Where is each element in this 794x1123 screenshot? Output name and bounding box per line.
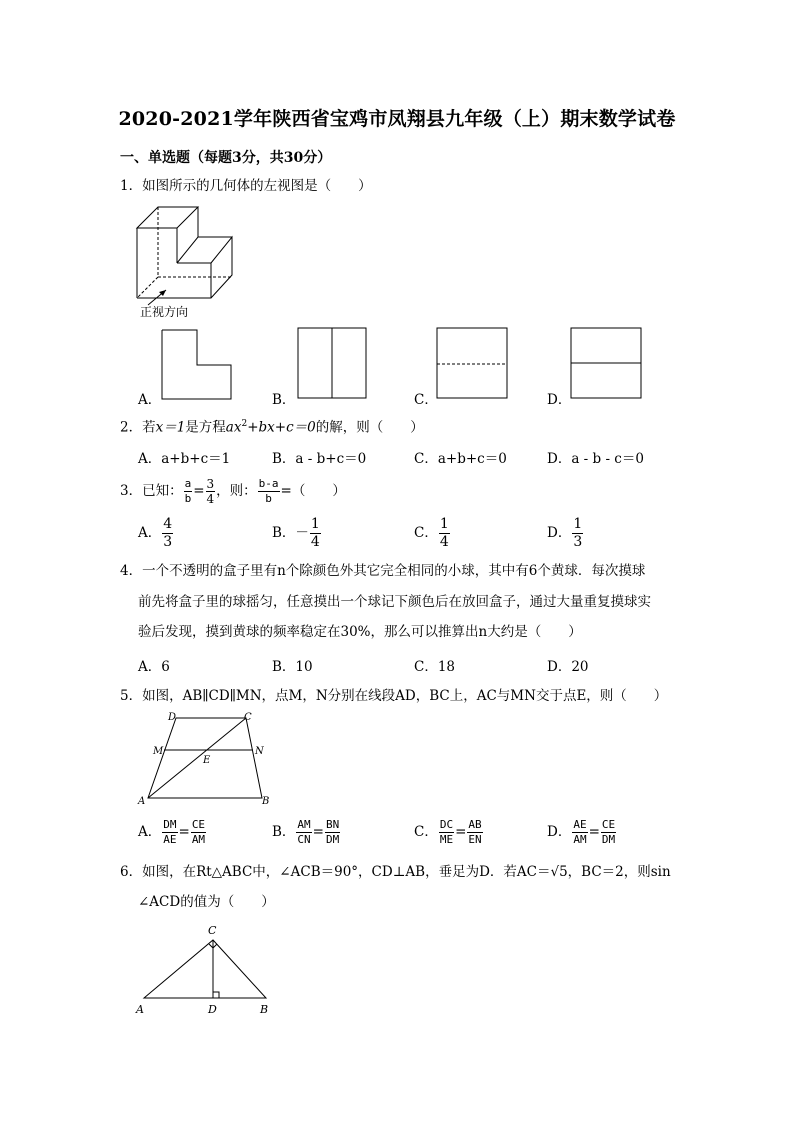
svg-text:D: D [168, 712, 177, 723]
q2-option-d: D．a - b - c＝0 [547, 451, 644, 467]
svg-text:A: A [138, 796, 146, 807]
svg-text:D: D [208, 1003, 217, 1016]
question-6-line-1: 6．如图，在Rt△ABC中，∠ACB＝90°，CD⊥AB，垂足为D．若AC＝√5，BC＝2，则sin [120, 864, 671, 880]
q1-option-c-figure [436, 327, 509, 401]
page-title: 2020-2021学年陕西省宝鸡市凤翔县九年级（上）期末数学试卷 [118, 108, 676, 130]
q6-triangle-figure [134, 920, 274, 1018]
section-heading: 一、单选题（每题3分，共30分） [120, 150, 332, 166]
question-3-stem: 3．已知： $\frac{a}{b}$ = $\frac{3}{4}$ ，则： $\frac{b-a}{b}$ =（ ） [120, 477, 346, 506]
q4-option-a: A．6 [138, 659, 170, 675]
svg-text:B: B [262, 796, 270, 807]
q5-option-c: C． $\frac{DC}{ME}$ = $\frac{AB}{EN}$ [414, 818, 482, 846]
question-4-line-2: 前先将盒子里的球摇匀，任意摸出一个球记下颜色后在放回盒子，通过大量重复摸球实 [138, 594, 651, 610]
q1-option-d-figure [570, 327, 643, 401]
svg-text:C: C [208, 924, 217, 937]
q1-solid-figure [130, 200, 250, 325]
svg-text:E: E [203, 755, 211, 766]
question-1-stem: 1．如图所示的几何体的左视图是（ ） [120, 178, 372, 194]
q2-option-a: A．a+b+c＝1 [138, 451, 231, 467]
question-4-line-3: 验后发现，摸到黄球的频率稳定在30%，那么可以推算出n大约是（ ） [138, 624, 582, 640]
q4-option-d: D．20 [547, 659, 589, 675]
svg-text:B: B [260, 1003, 269, 1016]
question-2-stem: 2．若x＝1是方程$ax^2+bx+c=0$的解，则（ ） [120, 419, 424, 436]
question-6-line-2: ∠ACD的值为（ ） [138, 894, 275, 910]
q1-option-b-figure [297, 327, 369, 401]
q1-option-d-label: D． [547, 392, 572, 408]
q2-option-b: B．a - b+c＝0 [272, 451, 367, 467]
q3-option-a: A． $\frac{4}{3}$ [138, 516, 173, 550]
q5-option-b: B． $\frac{AM}{CN}$ = $\frac{BN}{DM}$ [272, 818, 340, 846]
q3-option-c: C． $\frac{1}{4}$ [414, 516, 449, 550]
q1-option-b-label: B． [272, 392, 296, 408]
q4-option-b: B．10 [272, 659, 313, 675]
q2-option-c: C．a+b+c＝0 [414, 451, 507, 467]
q1-option-c-label: C． [414, 392, 438, 408]
svg-text:M: M [153, 746, 164, 757]
question-4-line-1: 4．一个不透明的盒子里有n个除颜色外其它完全相同的小球，其中有6个黄球．每次摸球 [120, 563, 646, 579]
q1-option-a-figure [161, 329, 233, 401]
q1-view-caption: 正视方向 [140, 305, 189, 319]
question-5-stem: 5．如图，AB∥CD∥MN，点M，N分别在线段AD，BC上，AC与MN交于点E，则（ ） [120, 688, 668, 704]
svg-text:N: N [255, 746, 264, 757]
q5-trapezoid-figure [136, 708, 281, 810]
q5-option-d: D． $\frac{AE}{AM}$ = $\frac{CE}{DM}$ [547, 818, 616, 846]
q3-option-d: D． $\frac{1}{3}$ [547, 516, 583, 550]
q4-option-c: C．18 [414, 659, 456, 675]
q5-option-a: A． $\frac{DM}{AE}$ = $\frac{CE}{AM}$ [138, 818, 206, 846]
svg-text:A: A [136, 1003, 144, 1016]
svg-text:C: C [244, 712, 252, 723]
q1-option-a-label: A． [138, 392, 162, 408]
q3-option-b: B．－ $\frac{1}{4}$ [272, 516, 320, 550]
